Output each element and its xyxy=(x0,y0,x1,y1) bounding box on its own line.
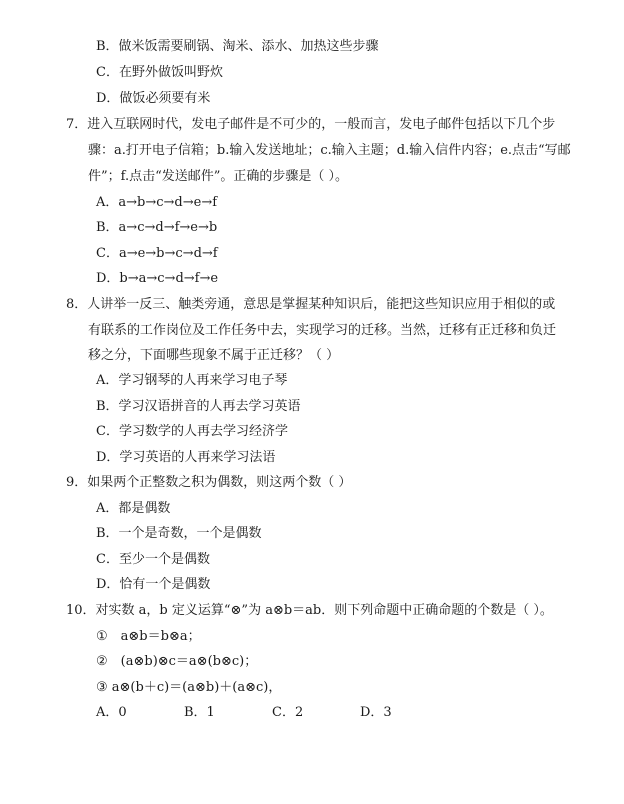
q7-option-c: C．a→e→b→c→d→f xyxy=(96,246,218,261)
q10-option-c: C．2 xyxy=(272,705,304,720)
q7-option-a: A．a→b→c→d→e→f xyxy=(96,195,218,210)
q10-proposition-2: ② (a⊗b)⊗c＝a⊗(b⊗c)； xyxy=(96,654,258,669)
q7-stem-line1: 7．进入互联网时代，发电子邮件是不可少的，一般而言，发电子邮件包括以下几个步 xyxy=(66,117,556,132)
q6-option-b: B．做米饭需要刷锅、淘米、添水、加热这些步骤 xyxy=(96,39,379,54)
q10-option-d: D．3 xyxy=(360,705,392,720)
q8-option-c: C．学习数学的人再去学习经济学 xyxy=(96,424,288,439)
q10-proposition-1: ① a⊗b＝b⊗a； xyxy=(96,629,201,644)
q9-option-a: A．都是偶数 xyxy=(96,501,171,516)
q7-option-b: B．a→c→d→f→e→b xyxy=(96,220,218,235)
q8-stem-line3: 移之分，下面哪些现象不属于正迁移？（ ） xyxy=(88,348,340,363)
q8-option-a: A．学习钢琴的人再来学习电子琴 xyxy=(96,373,288,388)
q9-stem: 9．如果两个正整数之积为偶数，则这两个数（ ） xyxy=(66,475,352,490)
q10-options-row xyxy=(96,704,448,722)
q7-stem-line2: 骤：a.打开电子信箱；b.输入发送地址；c.输入主题；d.输入信件内容；e.点击“写邮 xyxy=(88,143,571,158)
q7-stem-line3: 件”；f.点击“发送邮件”。正确的步骤是（ ）。 xyxy=(88,169,349,184)
q7-option-d: D．b→a→c→d→f→e xyxy=(96,271,219,286)
q6-option-c: C．在野外做饭叫野炊 xyxy=(96,65,223,80)
q10-option-a: A．0 xyxy=(96,705,127,720)
q8-option-d: D．学习英语的人再来学习法语 xyxy=(96,450,276,465)
q8-stem-line1: 8．人讲举一反三、触类旁通，意思是掌握某种知识后，能把这些知识应用于相似的或 xyxy=(66,297,556,312)
q8-stem-line2: 有联系的工作岗位及工作任务中去，实现学习的迁移。当然，迁移有正迁移和负迁 xyxy=(88,323,557,338)
q10-stem: 10．对实数 a，b 定义运算“⊗”为 a⊗b＝ab．则下列命题中正确命题的个数是（ ）。 xyxy=(66,603,553,618)
q9-option-c: C．至少一个是偶数 xyxy=(96,552,210,567)
q9-option-b: B．一个是奇数，一个是偶数 xyxy=(96,526,262,541)
q8-option-b: B．学习汉语拼音的人再去学习英语 xyxy=(96,399,301,414)
q10-proposition-3: ③ a⊗(b＋c)＝(a⊗b)＋(a⊗c)， xyxy=(96,680,282,695)
q9-option-d: D．恰有一个是偶数 xyxy=(96,577,211,592)
q6-option-d: D．做饭必须要有米 xyxy=(96,91,211,106)
q10-option-b: B．1 xyxy=(184,705,215,720)
